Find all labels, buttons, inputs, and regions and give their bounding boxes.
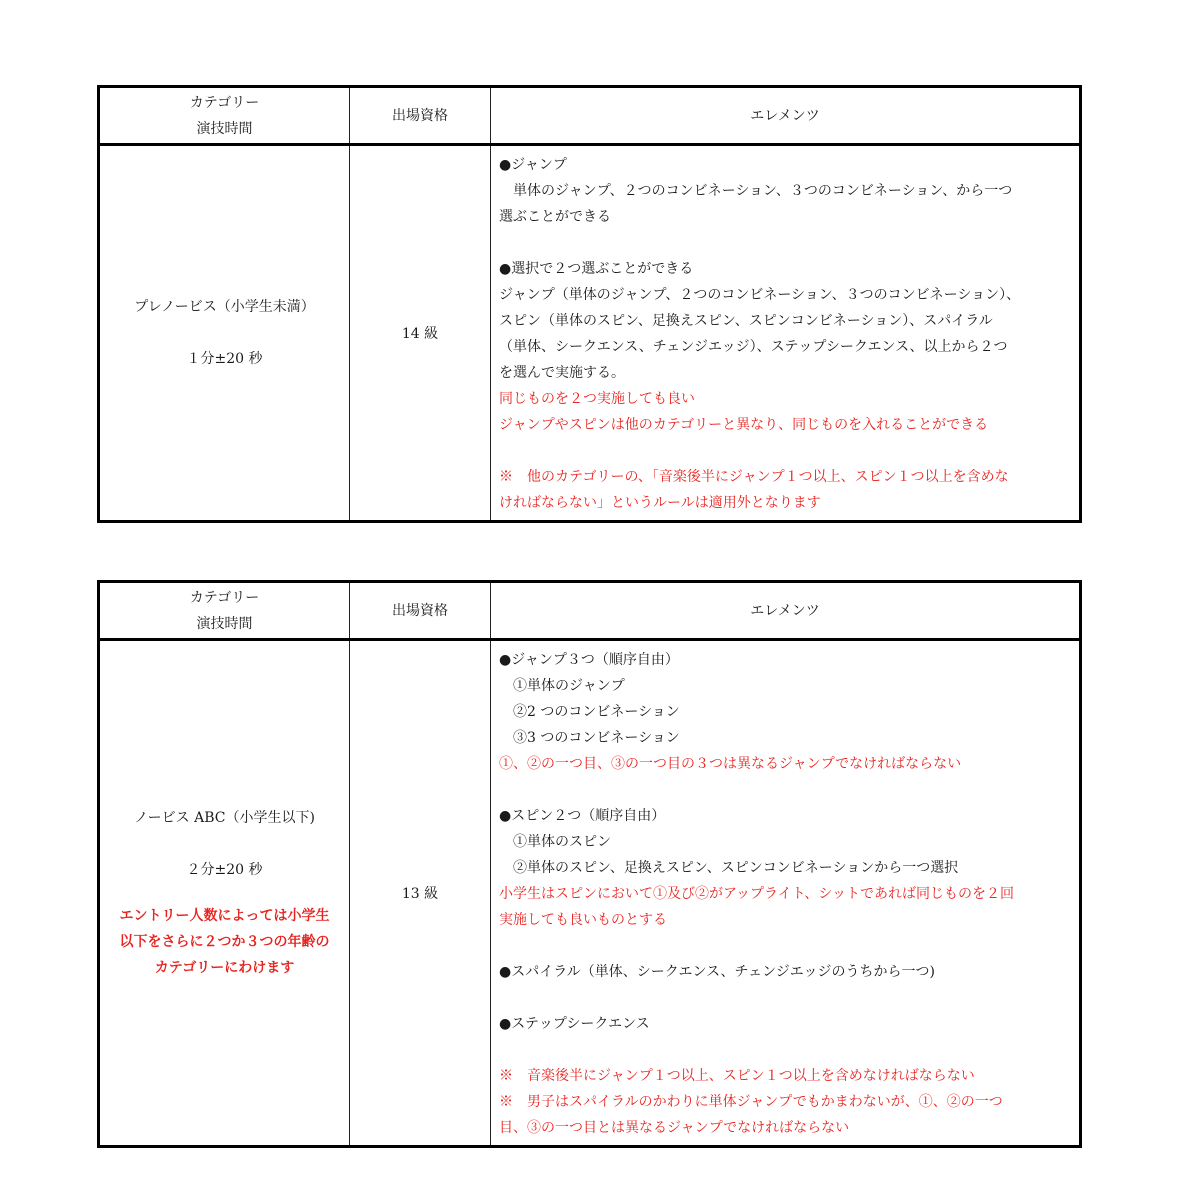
element-line: 単体のジャンプ、２つのコンビネーション、３つのコンビネーション、から一つ [499,183,1013,199]
elements-cell [491,145,1081,522]
element-line: 目、③の一つ目とは異なるジャンプでなければならない [499,1120,850,1136]
blank-line [499,438,1069,464]
header-category-label: カテゴリー [189,94,260,111]
category-note-line: カテゴリーにわけます [154,960,295,976]
blank-line [499,230,1069,256]
rules-table-prenovice [97,85,1082,523]
element-line: ①、②の一つ目、③の一つ目の３つは異なるジャンプでなければならない [499,756,962,772]
blank-line [499,1037,1069,1063]
element-line: 小学生はスピンにおいて①及び②がアップライト、シットであれば同じものを２回 [499,886,1015,902]
element-line: ければならない」というルールは適用外となります [499,495,821,511]
category-cell [99,145,350,522]
element-line: 同じものを２つ実施しても良い [499,391,695,407]
category-note [100,903,349,981]
category-name: プレノービス（小学生未満） [134,299,315,315]
element-line: ジャンプやスピンは他のカテゴリーと異なり、同じものを入れることができる [499,417,989,433]
element-line: ①単体のジャンプ [499,678,625,694]
element-line: ●スピン２つ（順序自由） [499,808,666,824]
element-line: （単体、シークエンス、チェンジエッジ）、ステップシークエンス、以上から２つ [499,339,1008,355]
element-line: ②2 つのコンビネーション [499,704,680,720]
header-category-cell [99,582,350,640]
header-qualification-label: 出場資格 [350,87,491,145]
element-line: ②単体のスピン、足換えスピン、スピンコンビネーションから一つ選択 [499,860,959,876]
element-line: スピン（単体のスピン、足換えスピン、スピンコンビネーション）、スパイラル [499,313,993,329]
header-category-label: カテゴリー [189,589,260,606]
category-duration: １分±20 秒 [186,351,263,367]
category-name: ノービス ABC（小学生以下) [134,810,315,826]
blank-line [499,933,1069,959]
blank-line [499,985,1069,1011]
qualification-value: 14 級 [350,145,491,522]
category-duration: ２分±20 秒 [186,862,263,878]
header-duration-label: 演技時間 [196,120,253,137]
category-note-line: 以下をさらに２つか３つの年齢の [119,934,330,950]
element-line: ●ジャンプ [499,157,567,173]
element-line: ※ 音楽後半にジャンプ１つ以上、スピン１つ以上を含めなければならない [499,1068,975,1084]
header-duration-label: 演技時間 [196,615,253,632]
rules-table-novice [97,580,1082,1148]
header-elements-label: エレメンツ [491,87,1081,145]
element-line: ③3 つのコンビネーション [499,730,680,746]
header-category-cell [99,87,350,145]
element-line: ①単体のスピン [499,834,611,850]
element-line: ●ステップシークエンス [499,1016,650,1032]
header-elements-label: エレメンツ [491,582,1081,640]
element-line: を選んで実施する。 [499,365,625,381]
category-cell [99,640,350,1147]
element-line: ●スパイラル（単体、シークエンス、チェンジエッジのうちから一つ) [499,964,935,980]
element-line: ジャンプ（単体のジャンプ、２つのコンビネーション、３つのコンビネーション）、 [499,287,1021,303]
element-line: ※ 男子はスパイラルのかわりに単体ジャンプでもかまわないが、①、②の一つ [499,1094,1003,1110]
blank-line [499,777,1069,803]
category-note-line: エントリー人数によっては小学生 [119,908,330,924]
header-qualification-label: 出場資格 [350,582,491,640]
element-line: ●選択で２つ選ぶことができる [499,261,694,277]
element-line: 実施しても良いものとする [499,912,667,928]
elements-cell [491,640,1081,1147]
element-line: ●ジャンプ３つ（順序自由） [499,652,679,668]
element-line: ※ 他のカテゴリーの、「音楽後半にジャンプ１つ以上、スピン１つ以上を含めな [499,469,1009,485]
element-line: 選ぶことができる [499,209,611,225]
qualification-value: 13 級 [350,640,491,1147]
